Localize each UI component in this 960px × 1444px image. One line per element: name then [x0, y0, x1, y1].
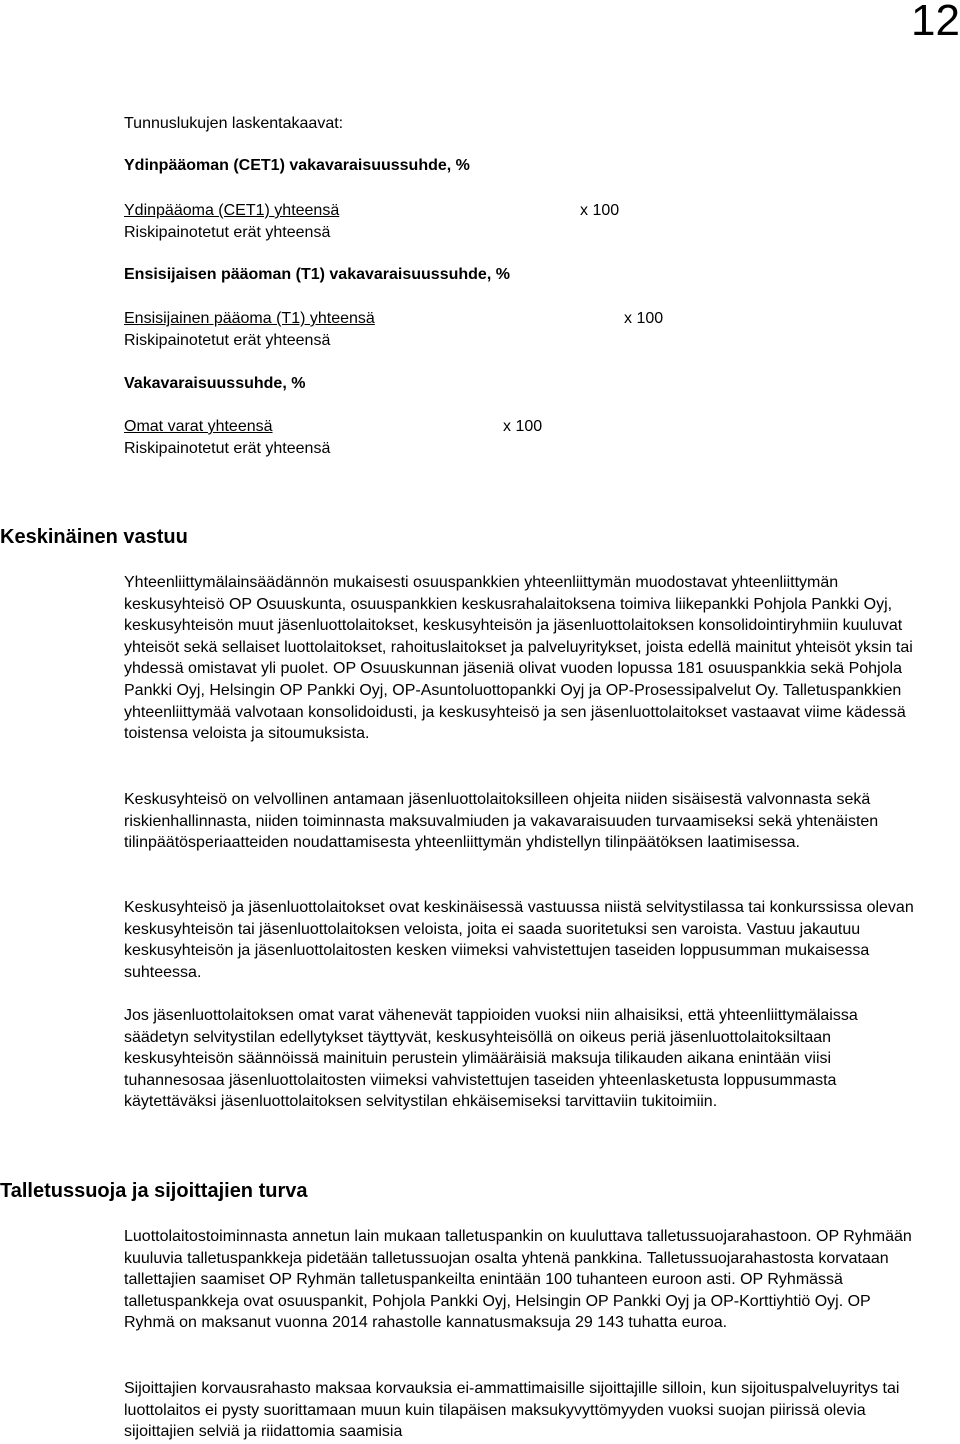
paragraph: Keskusyhteisö on velvollinen antamaan jäsenluottolaitoksilleen ohjeita niiden sisäisestä valvonnasta sekä riskienhallinnasta, niiden toiminnasta maksuvalmiuden ja vakavaraisuuden turvaamiseksi sekä yhtenäisten tilinpäätösperiaatteiden noudattamisesta yhteenliittymän yhdistellyn tilinpäätöksen laatimisessa.	[124, 791, 879, 852]
formulas-intro: Tunnuslukujen laskentakaavat:	[124, 115, 344, 132]
paragraph: Jos jäsenluottolaitoksen omat varat vähenevät tappioiden vuoksi niin alhaisiksi, että yhteenliittymälaissa säädetyn selvitystilan edellytykset täyttyvät, keskusyhteisöllä on oikeus periä jäsenluottolaitoksiltaan keskusyhteisön säännöissä mainituin perustein ylimääräisiä maksuja tilikauden aikana enintään viisi tuhannesosaa jäsenluottolaitosten viimeksi vahvistettujen taseiden yhteenlasketusta loppusummasta käytettäväksi jäsenluottolaitoksen selvitystilan ehkäisemiseksi tarvittaviin tukitoimiin.	[124, 1007, 858, 1111]
paragraph: Yhteenliittymälainsäädännön mukaisesti osuuspankkien yhteenliittymän muodostavat yhteenliittymän keskusyhteisö OP Osuuskunta, osuuspankkien keskusrahalaitoksena toimiva liikepankki Pohjola Pankki Oyj, keskusyhteisön muut jäsenluottolaitokset, keskusyhteisön ja jäsenluottolaitoksen konsolidointiryhmiin kuuluvat yhteisöt sekä sellaiset luottolaitokset, rahoituslaitokset ja palveluyritykset, joista edellä mainitut yhteisöt yksin tai yhdessä omistavat yli puolet. OP Osuuskunnan jäseniä olivat vuoden lopussa 181 osuuspankkia sekä Pohjola Pankki Oyj, Helsingin OP Pankki Oyj, OP-Asuntoluottopankki Oyj ja OP-Prosessipalvelut Oy. Talletuspankkien yhteenliittymää valvotaan konsolidoidusti, ja keskusyhteisö ja sen jäsenluottolaitokset vastaavat viime kädessä toistensa veloista ja sitoumuksista.	[124, 574, 913, 743]
formula-multiplier: x 100	[580, 202, 620, 219]
paragraph: Sijoittajien korvausrahasto maksaa korvauksia ei-ammattimaisille sijoittajille silloin, kun sijoituspalveluyritys tai luottolaitos ei pysty suorittamaan muun kuin tilapäisen maksukyvyttömyyden vuoksi suojan piirissä olevia sijoittajien selviä ja riidattomia saamisia	[124, 1380, 900, 1441]
formula-title-t1: Ensisijaisen pääoman (T1) vakavaraisuussuhde, %	[124, 266, 510, 283]
paragraph: Keskusyhteisö ja jäsenluottolaitokset ovat keskinäisessä vastuussa niistä selvitystilassa tai konkurssissa olevan keskusyhteisön tai jäsenluottolaitoksen veloista, joita ei saada suoritetuksi sen varoista. Vastuu jakautuu keskusyhteisön ja jäsenluottolaitosten kesken viimeksi vahvistettujen taseiden loppusumman mukaisessa suhteessa.	[124, 899, 914, 981]
formula-multiplier: x 100	[503, 418, 543, 435]
formula-fraction-total	[124, 416, 542, 460]
formula-title-total: Vakavaraisuussuhde, %	[124, 375, 306, 392]
formula-multiplier: x 100	[624, 310, 664, 327]
formula-denominator: Riskipainotetut erät yhteensä	[124, 440, 331, 457]
formula-title-cet1: Ydinpääoman (CET1) vakavaraisuussuhde, %	[124, 157, 470, 174]
formula-fraction-cet1	[124, 200, 619, 244]
section-heading-deposit-guarantee: Talletussuoja ja sijoittajien turva	[0, 1180, 308, 1202]
page-number: 12	[911, 0, 960, 45]
formula-denominator: Riskipainotetut erät yhteensä	[124, 332, 331, 349]
formula-fraction-t1	[124, 308, 663, 352]
section-heading-mutual-liability: Keskinäinen vastuu	[0, 526, 188, 548]
paragraph: Luottolaitostoiminnasta annetun lain mukaan talletuspankin on kuuluttava talletussuojarahastoon. OP Ryhmään kuuluvia talletuspankkeja pidetään talletussuojan osalta yhtenä pankkina. Talletussuojarahastosta korvataan tallettajien saamiset OP Ryhmän talletuspankeilta enintään 100 tuhanteen euroon asti. OP Ryhmässä talletuspankkeja ovat osuuspankit, Pohjola Pankki Oyj, Helsingin OP Pankki Oyj ja OP-Korttiyhtiö Oyj. OP Ryhmä on maksanut vuonna 2014 rahastolle kannatusmaksuja 29 143 tuhatta euroa.	[124, 1228, 912, 1332]
formula-numerator: Omat varat yhteensä	[124, 418, 273, 435]
formula-numerator: Ensisijainen pääoma (T1) yhteensä	[124, 310, 375, 327]
formula-numerator: Ydinpääoma (CET1) yhteensä	[124, 202, 340, 219]
formula-denominator: Riskipainotetut erät yhteensä	[124, 224, 331, 241]
